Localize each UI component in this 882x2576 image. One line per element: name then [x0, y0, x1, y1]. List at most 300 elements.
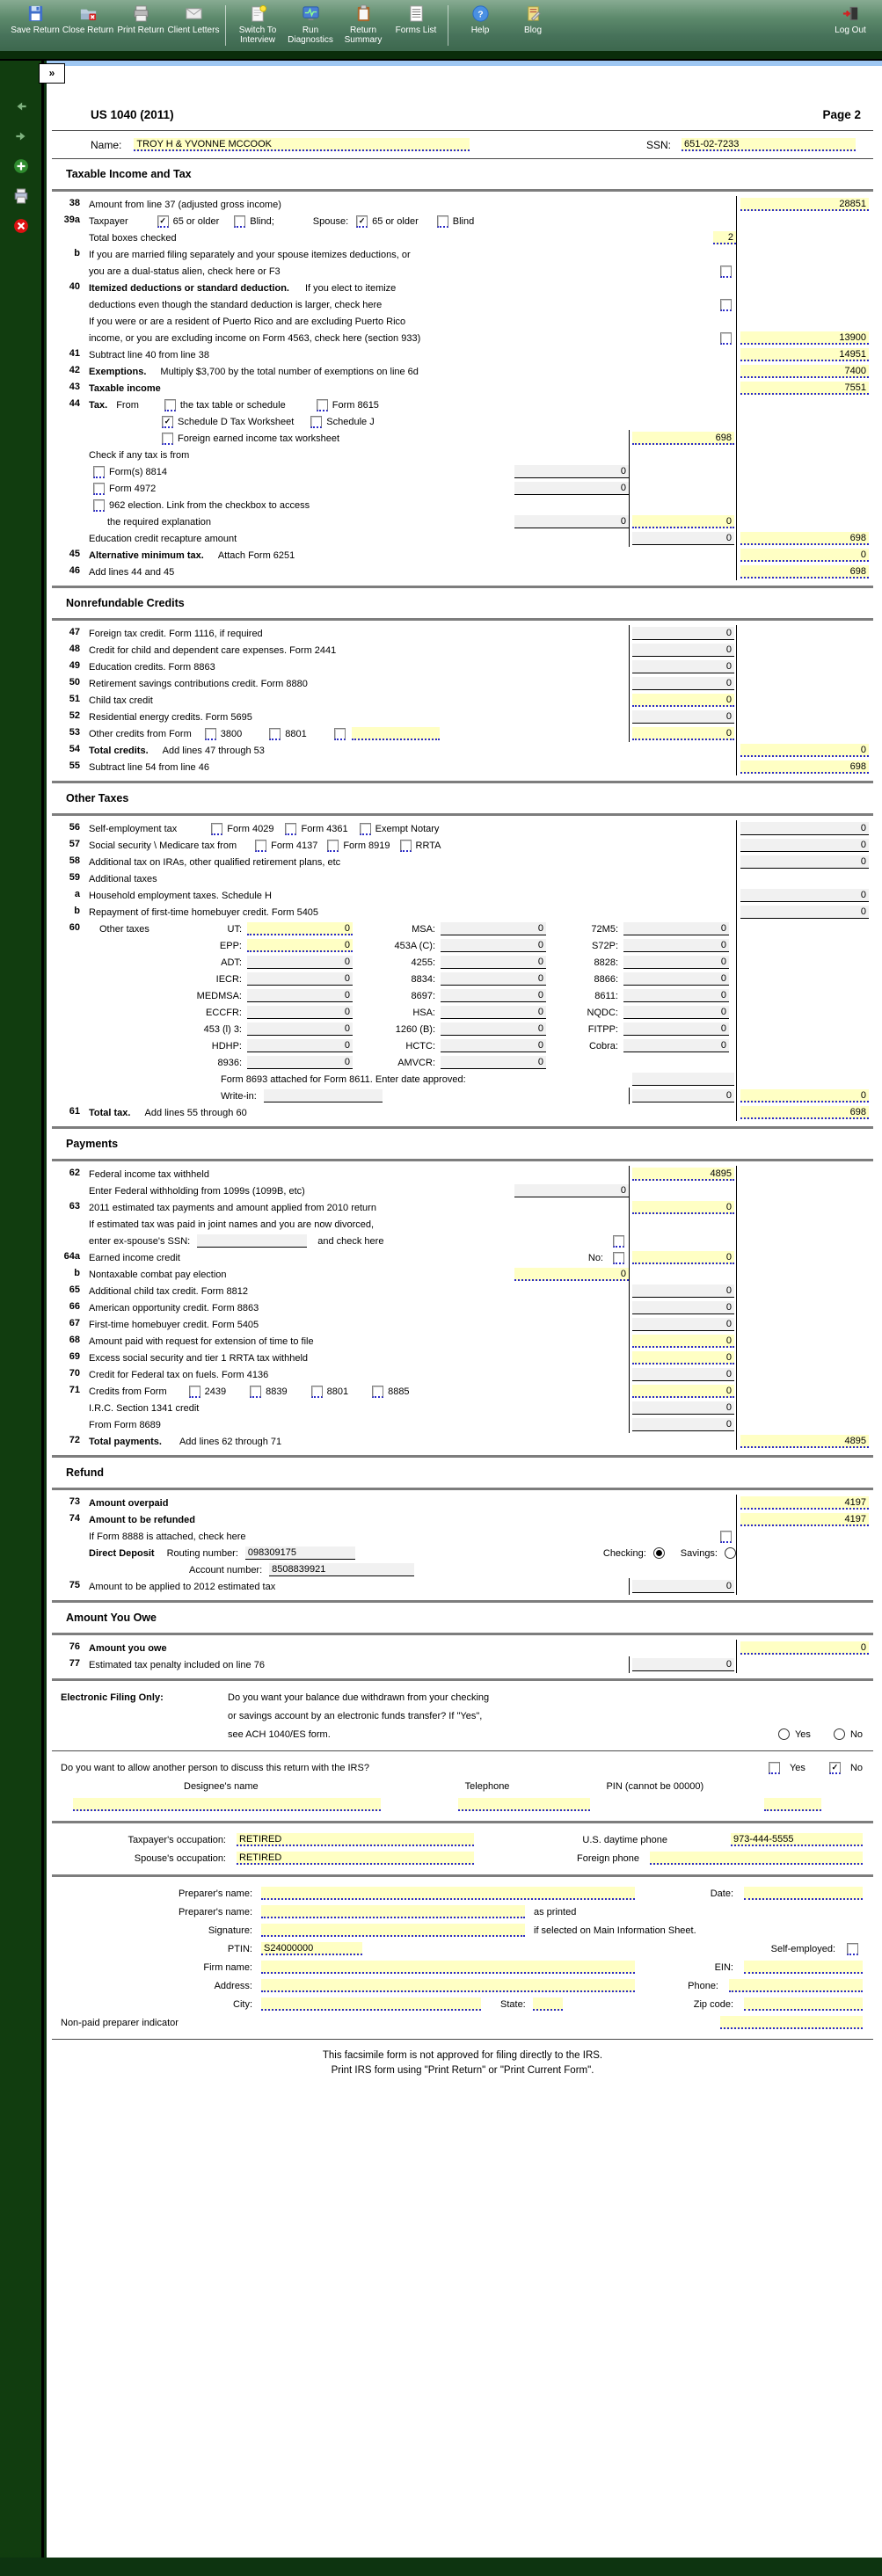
toolbar-bottom-strip	[0, 51, 882, 61]
amount-field-yellow[interactable]: 0	[632, 727, 734, 740]
amount-field-yellow[interactable]: 7551	[740, 382, 869, 395]
form-line-48	[52, 642, 873, 659]
amount-field-gray[interactable]: 0	[740, 839, 869, 852]
input-field-yellow[interactable]	[533, 1997, 563, 2011]
input-field-yellow[interactable]	[352, 727, 440, 740]
checkbox[interactable]	[189, 1386, 200, 1398]
form-line-40	[52, 280, 873, 346]
log-out-button[interactable]	[824, 3, 877, 35]
monitor-pulse-icon	[284, 4, 337, 23]
input-field-gray[interactable]: 0	[441, 1022, 546, 1036]
amount-field-yellow[interactable]: 698	[740, 565, 869, 579]
line-label	[89, 709, 629, 725]
input-field-gray[interactable]: 0	[514, 515, 629, 528]
right-amount-cell	[736, 530, 873, 547]
return-summary-button[interactable]	[337, 3, 390, 45]
amount-field-yellow[interactable]: 0	[632, 1385, 734, 1398]
amount-field-yellow[interactable]: 14951	[740, 348, 869, 361]
forward-arrow-icon[interactable]	[12, 127, 30, 145]
checkbox[interactable]	[613, 1252, 624, 1264]
toolbar-button-label: Log Out	[835, 25, 866, 35]
line-label	[89, 837, 736, 854]
checkbox[interactable]	[769, 1762, 780, 1774]
line-label	[89, 921, 736, 937]
input-field-gray[interactable]: 0	[247, 1022, 353, 1036]
print-return-button[interactable]	[114, 3, 167, 35]
toolbar	[0, 0, 882, 51]
amount-field-yellow[interactable]: 4197	[740, 1513, 869, 1526]
line-number: 62	[69, 1168, 80, 1178]
label-text: Nontaxable combat pay election	[89, 1269, 227, 1280]
label-text: Amount from line 37 (adjusted gross income)	[89, 199, 281, 210]
input-field-yellow[interactable]	[764, 1798, 821, 1811]
switch-to-interview-button[interactable]	[231, 3, 284, 45]
checkbox[interactable]	[93, 499, 105, 512]
amount-field-yellow[interactable]: 4895	[740, 1435, 869, 1448]
right-amount-cell	[736, 363, 873, 380]
form-text-line	[61, 1903, 863, 1921]
form-line-55	[52, 759, 873, 775]
amount-field-yellow[interactable]: 28851	[740, 198, 869, 211]
amount-field-yellow[interactable]: 698	[740, 760, 869, 774]
mid-amount-cell	[629, 480, 736, 497]
input-field-yellow[interactable]	[73, 1798, 381, 1811]
checkbox[interactable]	[400, 840, 412, 852]
form-text-line	[89, 820, 736, 837]
label-text: Social security \ Medicare tax from	[89, 840, 237, 851]
line-number: 40	[69, 281, 80, 292]
form-page	[47, 61, 882, 2558]
section-other-taxes	[52, 781, 873, 1126]
amount-field-yellow[interactable]: 698	[740, 1106, 869, 1119]
amount-field-gray[interactable]: 0	[740, 855, 869, 869]
blog-button[interactable]	[507, 3, 559, 35]
right-amount-cell	[736, 1511, 873, 1528]
input-field-yellow[interactable]	[729, 1979, 863, 1992]
form-line-69	[52, 1350, 873, 1366]
input-field-yellow[interactable]: RETIRED	[237, 1852, 474, 1865]
form-text-line	[61, 1725, 863, 1743]
input-field-gray[interactable]: 0	[441, 922, 546, 935]
amount-field-gray[interactable]: 0	[632, 1368, 734, 1381]
input-field-gray[interactable]: 0	[247, 972, 353, 986]
line-label	[89, 987, 736, 1004]
form-text-line	[89, 1299, 629, 1316]
input-field-yellow[interactable]	[261, 1997, 481, 2011]
label-text: PIN (cannot be 00000)	[606, 1780, 704, 1792]
section-title: Refund	[66, 1466, 105, 1479]
line-number	[52, 1037, 89, 1054]
input-field-gray[interactable]: 0	[247, 1006, 353, 1019]
checkbox[interactable]	[720, 1531, 732, 1543]
line-label	[89, 363, 736, 380]
mid-amount-cell	[629, 447, 736, 463]
label-text: Account number:	[189, 1564, 263, 1575]
input-field-yellow[interactable]: 973-444-5555	[731, 1833, 863, 1846]
checkbox[interactable]	[847, 1943, 858, 1955]
label-text: if selected on Main Information Sheet.	[534, 1925, 696, 1936]
amount-field-gray[interactable]: 0	[632, 660, 734, 673]
form-text-line	[89, 1316, 629, 1333]
line-number: 70	[69, 1368, 80, 1379]
input-field-gray[interactable]	[197, 1234, 307, 1248]
form-text-line	[89, 413, 736, 430]
section-title: Nonrefundable Credits	[66, 597, 185, 609]
input-field-gray[interactable]: 0	[623, 1039, 729, 1052]
right-amount-cell	[736, 1166, 873, 1182]
right-amount-cell	[736, 1640, 873, 1656]
input-field-yellow[interactable]	[261, 1924, 525, 1937]
checkbox[interactable]	[317, 399, 328, 411]
label-text: Savings:	[680, 1547, 718, 1559]
input-field-gray[interactable]: 0	[514, 482, 629, 495]
input-field-yellow[interactable]: 0	[514, 1268, 629, 1281]
line-number: 72	[69, 1435, 80, 1445]
label-text: deductions even though the standard deduction is larger, check here	[89, 299, 383, 310]
right-amount-cell	[736, 1383, 873, 1400]
mid-amount-cell	[629, 1283, 736, 1299]
toolbar-button-label: Blog	[523, 25, 542, 35]
right-amount-cell	[736, 1316, 873, 1333]
amount-field-gray[interactable]: 0	[632, 644, 734, 657]
input-field-gray[interactable]: 0	[623, 1022, 729, 1036]
radio-selected[interactable]	[653, 1547, 665, 1559]
envelope-icon	[167, 4, 220, 23]
checkbox[interactable]	[720, 299, 732, 311]
radio-button[interactable]	[725, 1547, 736, 1559]
amount-field-gray[interactable]: 0	[632, 677, 734, 690]
line-label	[89, 463, 629, 480]
amount-field-gray[interactable]: 0	[632, 1658, 734, 1671]
checkbox[interactable]	[205, 728, 216, 740]
line-number	[52, 1528, 89, 1545]
amount-field-yellow[interactable]: 13900	[740, 331, 869, 345]
forms-list-button[interactable]	[390, 3, 442, 35]
checkbox[interactable]	[211, 823, 222, 835]
checkbox[interactable]	[360, 823, 371, 835]
input-field-yellow[interactable]	[261, 1979, 635, 1992]
amount-field-gray[interactable]: 0	[740, 889, 869, 902]
input-field-gray[interactable]: 0	[247, 1039, 353, 1052]
other-taxes-grid-row	[89, 1037, 736, 1054]
amount-field-gray[interactable]: 0	[632, 1418, 734, 1431]
form-line-60	[52, 921, 873, 937]
label-text: Add lines 44 and 45	[89, 566, 175, 578]
mid-amount-cell	[629, 1182, 736, 1199]
label-text: Foreign tax credit. Form 1116, if required	[89, 628, 263, 639]
line-label	[89, 246, 736, 280]
form-text-line	[61, 2013, 863, 2032]
line-number	[52, 480, 89, 497]
checkbox[interactable]	[311, 1386, 323, 1398]
amount-field-gray[interactable]	[632, 1073, 734, 1086]
form-text-line	[89, 397, 736, 413]
amount-field-gray[interactable]: 0	[740, 906, 869, 919]
add-circle-icon[interactable]	[12, 157, 30, 175]
checkbox[interactable]	[162, 433, 173, 445]
label-text: Household employment taxes. Schedule H	[89, 890, 272, 901]
amount-field-yellow[interactable]: 0	[632, 1251, 734, 1264]
right-amount-cell	[736, 709, 873, 725]
form-text-line	[89, 280, 736, 296]
sidebar-expand-button[interactable]: »	[39, 63, 65, 84]
checkbox[interactable]	[327, 840, 339, 852]
input-field-yellow[interactable]	[650, 1852, 863, 1865]
input-field-gray[interactable]: 8508839921	[269, 1563, 414, 1576]
input-field-gray[interactable]	[264, 1089, 383, 1102]
checkbox-checked[interactable]	[162, 416, 173, 428]
amount-field-yellow[interactable]: 0	[740, 744, 869, 757]
checkbox-checked[interactable]	[157, 215, 169, 228]
form-line	[52, 971, 873, 987]
checkbox[interactable]	[285, 823, 296, 835]
amount-field-gray[interactable]: 0	[632, 532, 734, 545]
input-field-gray[interactable]: 0	[247, 989, 353, 1002]
line-label	[89, 725, 629, 742]
close-red-icon[interactable]	[12, 217, 30, 235]
input-field-gray[interactable]: 0	[247, 1056, 353, 1069]
right-amount-cell	[736, 1545, 873, 1561]
right-aligned-group	[688, 1979, 863, 1992]
input-field-gray[interactable]: 0	[623, 972, 729, 986]
form-text-line	[89, 213, 736, 229]
amount-field-yellow[interactable]: 4197	[740, 1496, 869, 1510]
input-field-gray[interactable]: 098309175	[245, 1546, 355, 1560]
label-text: Form 8615	[332, 399, 379, 411]
label-text: Form(s) 8814	[109, 466, 168, 477]
input-field-yellow[interactable]	[261, 1905, 525, 1918]
amount-field-yellow[interactable]: 0	[632, 1351, 734, 1364]
mid-amount-cell	[629, 1416, 736, 1433]
checkbox[interactable]	[613, 1235, 624, 1248]
input-field-gray[interactable]: 0	[441, 972, 546, 986]
run-diagnostics-button[interactable]	[284, 3, 337, 45]
input-field-yellow[interactable]	[261, 1961, 635, 1974]
input-field-yellow[interactable]: RETIRED	[237, 1833, 474, 1846]
label-text: Amount to be refunded	[89, 1514, 195, 1525]
section-title: Payments	[66, 1138, 119, 1150]
input-field-gray[interactable]: 0	[441, 939, 546, 952]
checkbox-checked[interactable]	[356, 215, 368, 228]
label-text: Date:	[710, 1888, 733, 1899]
input-field-gray[interactable]: 0	[623, 956, 729, 969]
field-label: Spouse's occupation:	[134, 1852, 226, 1864]
label-text: From Form 8689	[89, 1419, 161, 1430]
input-field-yellow[interactable]	[744, 1997, 863, 2011]
line-label	[89, 497, 629, 530]
input-field-gray[interactable]: 0	[514, 1184, 629, 1197]
form-line-75	[52, 1578, 873, 1595]
label-text: Add lines 55 through 60	[144, 1107, 247, 1118]
form-line-77	[52, 1656, 873, 1673]
form-line	[52, 987, 873, 1004]
other-taxes-grid-row	[89, 971, 736, 987]
form-text-line	[89, 1266, 629, 1283]
print-mini-icon[interactable]	[12, 187, 30, 205]
input-field-gray[interactable]: 0	[623, 939, 729, 952]
label-text: enter ex-spouse's SSN:	[89, 1235, 191, 1247]
radio-button[interactable]	[834, 1728, 845, 1740]
grid-label: 1260 (B):	[395, 1023, 435, 1035]
input-field-yellow[interactable]: 0	[247, 939, 353, 952]
amount-field-gray[interactable]: 0	[632, 1284, 734, 1298]
close-return-button[interactable]	[62, 3, 114, 35]
ssn-field[interactable]: 651-02-7233	[682, 138, 856, 151]
mid-amount-cell	[629, 1656, 736, 1673]
line-number: 47	[69, 627, 80, 637]
input-field-gray[interactable]: 0	[514, 465, 629, 478]
client-letters-button[interactable]	[167, 3, 220, 35]
label-text: the tax table or schedule	[179, 399, 286, 411]
form-text-line	[89, 1495, 736, 1511]
amount-field-yellow[interactable]: 0	[740, 1089, 869, 1102]
right-aligned-group	[609, 1235, 629, 1248]
input-field-yellow[interactable]	[261, 1887, 635, 1900]
label-text: Routing number:	[166, 1547, 238, 1559]
other-taxes-grid-row	[89, 987, 736, 1004]
input-field-yellow[interactable]	[720, 2016, 863, 2029]
input-field-gray[interactable]: 0	[441, 956, 546, 969]
amount-field-gray[interactable]: 0	[632, 1301, 734, 1314]
amount-field-gray[interactable]: 0	[632, 1318, 734, 1331]
amount-field-yellow[interactable]: 4895	[632, 1168, 734, 1181]
line-label	[89, 1266, 629, 1283]
input-field-gray[interactable]: 0	[441, 1006, 546, 1019]
line-number: 49	[69, 660, 80, 671]
label-text: Itemized deductions or standard deduction.	[89, 282, 289, 294]
form-text-line	[89, 463, 629, 480]
amount-field-yellow[interactable]: 0	[632, 1335, 734, 1348]
input-field-gray[interactable]: 0	[623, 922, 729, 935]
line-label	[89, 380, 736, 397]
amount-field-yellow[interactable]: 0	[632, 1201, 734, 1214]
checkbox[interactable]	[255, 840, 266, 852]
amount-field-gray[interactable]: 0	[740, 822, 869, 835]
right-amount-cell	[736, 1283, 873, 1299]
form-text-line	[89, 196, 736, 213]
amount-field-yellow[interactable]: 0	[632, 694, 734, 707]
line-number	[52, 1004, 89, 1021]
right-amount-cell	[736, 229, 873, 246]
amount-field-gray[interactable]: 0	[632, 1401, 734, 1415]
grid-label: 8866:	[594, 973, 618, 985]
input-field-yellow[interactable]: 0	[247, 922, 353, 935]
mid-amount-cell	[629, 1299, 736, 1316]
line-label	[89, 1004, 736, 1021]
save-return-button[interactable]	[9, 3, 62, 35]
amount-field-gray[interactable]: 0	[632, 627, 734, 640]
label-text: Repayment of first-time homebuyer credit. Form 5405	[89, 906, 319, 918]
checkbox[interactable]	[437, 215, 448, 228]
input-field-yellow[interactable]: 2	[713, 231, 736, 244]
checkbox-checked[interactable]	[829, 1762, 841, 1774]
line-label	[89, 1037, 736, 1054]
label-text: Attach Form 6251	[217, 549, 295, 561]
amount-field-gray[interactable]: 0	[632, 1580, 734, 1593]
right-aligned-group	[713, 231, 736, 244]
label-text: If you are married filing separately and your spouse itemizes deductions, or	[89, 249, 411, 260]
form-text-line	[89, 1528, 736, 1545]
input-field-gray[interactable]: 0	[623, 989, 729, 1002]
checkbox[interactable]	[310, 416, 322, 428]
checkbox[interactable]	[93, 483, 105, 495]
amount-field-yellow[interactable]: 7400	[740, 365, 869, 378]
amount-field-yellow[interactable]: 698	[740, 532, 869, 545]
form-text-line	[89, 1166, 629, 1182]
line-label	[89, 870, 736, 887]
input-field-gray[interactable]: 0	[441, 989, 546, 1002]
name-ssn-row	[52, 131, 873, 158]
toolbar-button-label: Return Summary	[344, 25, 383, 45]
amount-field-yellow[interactable]: 0	[740, 1641, 869, 1655]
form-text-line	[89, 363, 736, 380]
form-line	[52, 1037, 873, 1054]
amount-field-gray[interactable]: 0	[632, 1089, 734, 1102]
amount-field-gray[interactable]: 0	[632, 710, 734, 724]
line-label	[89, 1071, 629, 1088]
checkbox[interactable]	[234, 215, 245, 228]
label-text: Write-in:	[221, 1090, 257, 1102]
label-text: Total credits.	[89, 745, 149, 756]
line-label	[89, 742, 736, 759]
input-field-yellow[interactable]	[744, 1887, 863, 1900]
back-arrow-icon[interactable]	[12, 98, 30, 115]
form-line	[52, 530, 873, 547]
form-text-line	[89, 313, 736, 330]
checkbox[interactable]	[334, 728, 346, 740]
taxpayer-name-field[interactable]: TROY H & YVONNE MCCOOK	[134, 138, 470, 151]
input-field-gray[interactable]: 0	[247, 956, 353, 969]
label-text: Self-employed:	[770, 1943, 835, 1954]
checkbox[interactable]	[372, 1386, 383, 1398]
input-field-gray[interactable]: 0	[623, 1006, 729, 1019]
line-label	[89, 1416, 629, 1433]
grid-label: HSA:	[412, 1007, 435, 1018]
input-field-gray[interactable]: 0	[441, 1056, 546, 1069]
checkbox[interactable]	[720, 266, 732, 278]
checkbox[interactable]	[269, 728, 281, 740]
right-amount-cell	[736, 1656, 873, 1673]
line-label	[89, 1366, 629, 1383]
checkbox[interactable]	[164, 399, 176, 411]
label-text: RRTA	[415, 840, 441, 851]
form-line-54	[52, 742, 873, 759]
other-taxes-grid-row	[89, 937, 736, 954]
radio-button[interactable]	[778, 1728, 790, 1740]
checkbox[interactable]	[250, 1386, 261, 1398]
form-line	[52, 1021, 873, 1037]
input-field-yellow[interactable]	[744, 1961, 863, 1974]
form-text-line	[89, 1433, 736, 1450]
grid-label: MEDMSA:	[196, 990, 242, 1001]
line-number: b	[74, 1268, 80, 1278]
toolbar-button-label: Close Return	[62, 25, 114, 35]
input-field-gray[interactable]: 0	[441, 1039, 546, 1052]
checkbox[interactable]	[720, 332, 732, 345]
amount-field-yellow[interactable]: 0	[740, 549, 869, 562]
amount-field-yellow[interactable]: 0	[632, 515, 734, 528]
checkbox[interactable]	[93, 466, 105, 478]
input-field-yellow[interactable]	[458, 1798, 590, 1811]
help-button[interactable]	[454, 3, 507, 35]
amount-field-yellow[interactable]: 698	[632, 432, 734, 445]
scroll-pen-icon	[507, 4, 559, 23]
form-line	[52, 1088, 873, 1104]
form-line	[52, 463, 873, 480]
right-amount-cell	[736, 1054, 873, 1071]
line-number: 60	[69, 922, 80, 933]
input-field-yellow[interactable]: S24000000	[261, 1942, 362, 1955]
